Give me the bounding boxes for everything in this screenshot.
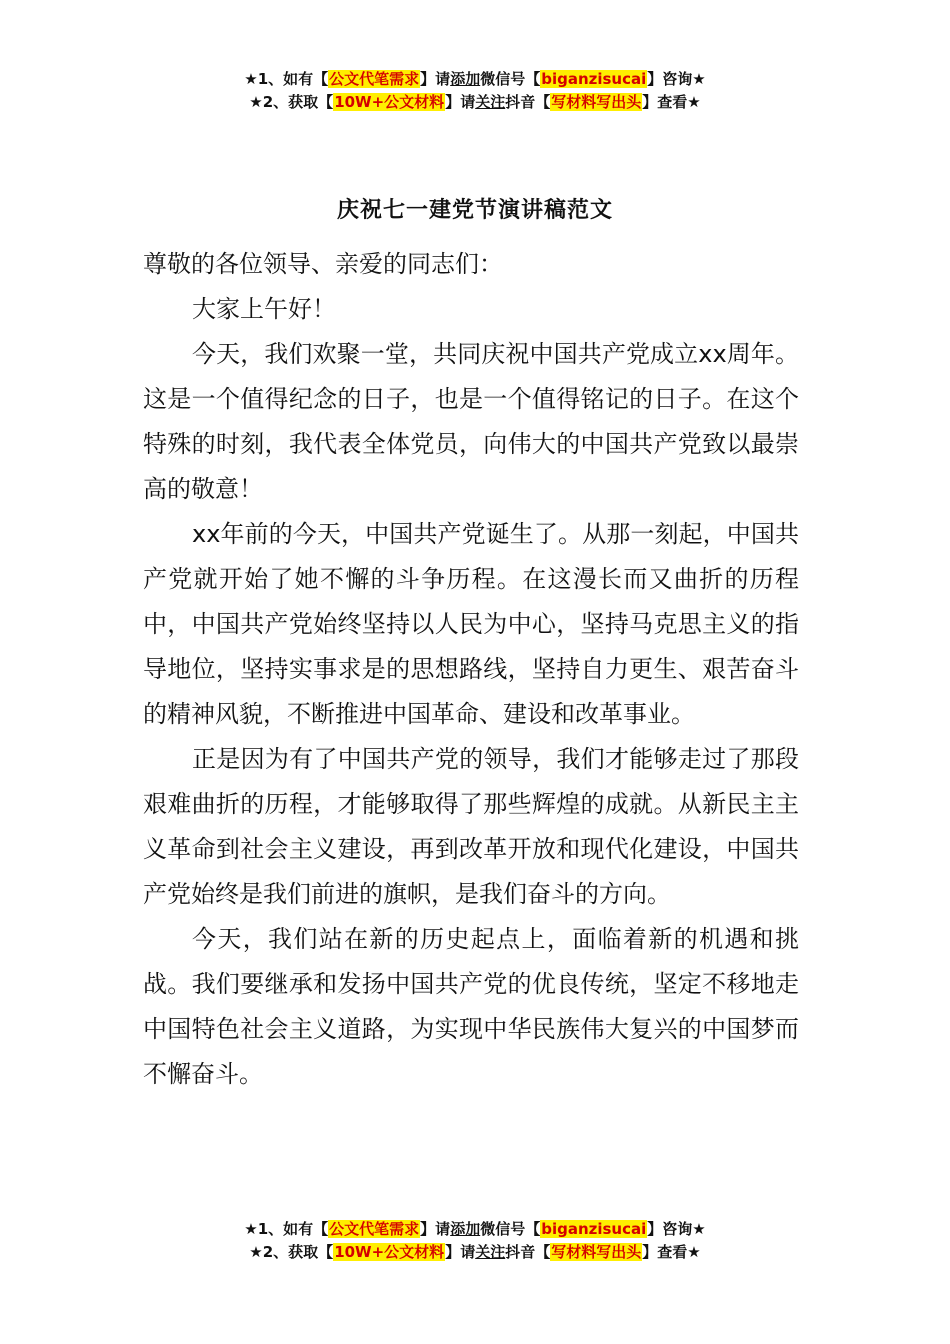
ad-text: 】查看★ — [642, 93, 701, 111]
ad-text: 】咨询★ — [647, 70, 706, 88]
ad-text: 】请 — [420, 70, 451, 88]
ad-line-1 — [0, 1218, 950, 1241]
ad-douyin-account: 写材料写出头 — [551, 1243, 642, 1261]
ad-line-2 — [0, 91, 950, 114]
ad-text: 】请 — [445, 93, 476, 111]
ad-douyin-account: 写材料写出头 — [551, 93, 642, 111]
ad-underlined-text: 添加 — [450, 1220, 481, 1238]
paragraph: 正是因为有了中国共产党的领导，我们才能够走过了那段艰难曲折的历程，才能够取得了那些辉煌的成就。从新民主主义革命到社会主义建设，再到改革开放和现代化建设，中国共产党始终是我们前进的旗帜，是我们奋斗的方向。 — [143, 745, 799, 908]
paragraph: 今天，我们站在新的历史起点上，面临着新的机遇和挑战。我们要继承和发扬中国共产党的优良传统，坚定不移地走中国特色社会主义道路，为实现中华民族伟大复兴的中国梦而不懈奋斗。 — [143, 925, 799, 1088]
ad-text: 】咨询★ — [647, 1220, 706, 1238]
paragraph: 今天，我们欢聚一堂，共同庆祝中国共产党成立xx周年。这是一个值得纪念的日子，也是一个值得铭记的日子。在这个特殊的时刻，我代表全体党员，向伟大的中国共产党致以最崇高的敬意！ — [143, 340, 799, 503]
ad-text: 】请 — [445, 1243, 476, 1261]
ad-underlined-text: 关注 — [475, 93, 506, 111]
ad-text: 微信号【 — [480, 1220, 541, 1238]
ad-text: ★1、如有【 — [244, 70, 329, 88]
paragraph: 大家上午好！ — [192, 295, 336, 323]
document-title: 庆祝七一建党节演讲稿范文 — [336, 198, 613, 223]
ad-text: 】查看★ — [642, 1243, 701, 1261]
ad-text: ★2、获取【 — [249, 1243, 334, 1261]
ad-line-1 — [0, 68, 950, 91]
ad-underlined-text: 关注 — [475, 1243, 506, 1261]
ad-text: ★2、获取【 — [249, 93, 334, 111]
ad-text: 】请 — [420, 1220, 451, 1238]
ad-text: 微信号【 — [480, 70, 541, 88]
ad-wechat-id: biganzisucai — [541, 1220, 647, 1238]
ad-highlight: 10W+公文材料 — [334, 93, 445, 111]
document-body — [143, 242, 799, 1097]
ad-wechat-id: biganzisucai — [541, 70, 647, 88]
ad-text: ★1、如有【 — [244, 1220, 329, 1238]
salutation: 尊敬的各位领导、亲爱的同志们： — [143, 250, 503, 278]
ad-highlight: 公文代笔需求 — [329, 70, 420, 88]
header-ad-banner — [0, 68, 950, 114]
paragraph: xx年前的今天，中国共产党诞生了。从那一刻起，中国共产党就开始了她不懈的斗争历程。在这漫长而又曲折的历程中，中国共产党始终坚持以人民为中心，坚持马克思主义的指导地位，坚持实事求是的思想路线，坚持自力更生、艰苦奋斗的精神风貌，不断推进中国革命、建设和改革事业。 — [143, 520, 799, 728]
ad-underlined-text: 添加 — [450, 70, 481, 88]
ad-text: 抖音【 — [505, 93, 551, 111]
ad-text: 抖音【 — [505, 1243, 551, 1261]
ad-line-2 — [0, 1241, 950, 1264]
footer-ad-banner — [0, 1218, 950, 1264]
ad-highlight: 公文代笔需求 — [329, 1220, 420, 1238]
ad-highlight: 10W+公文材料 — [334, 1243, 445, 1261]
